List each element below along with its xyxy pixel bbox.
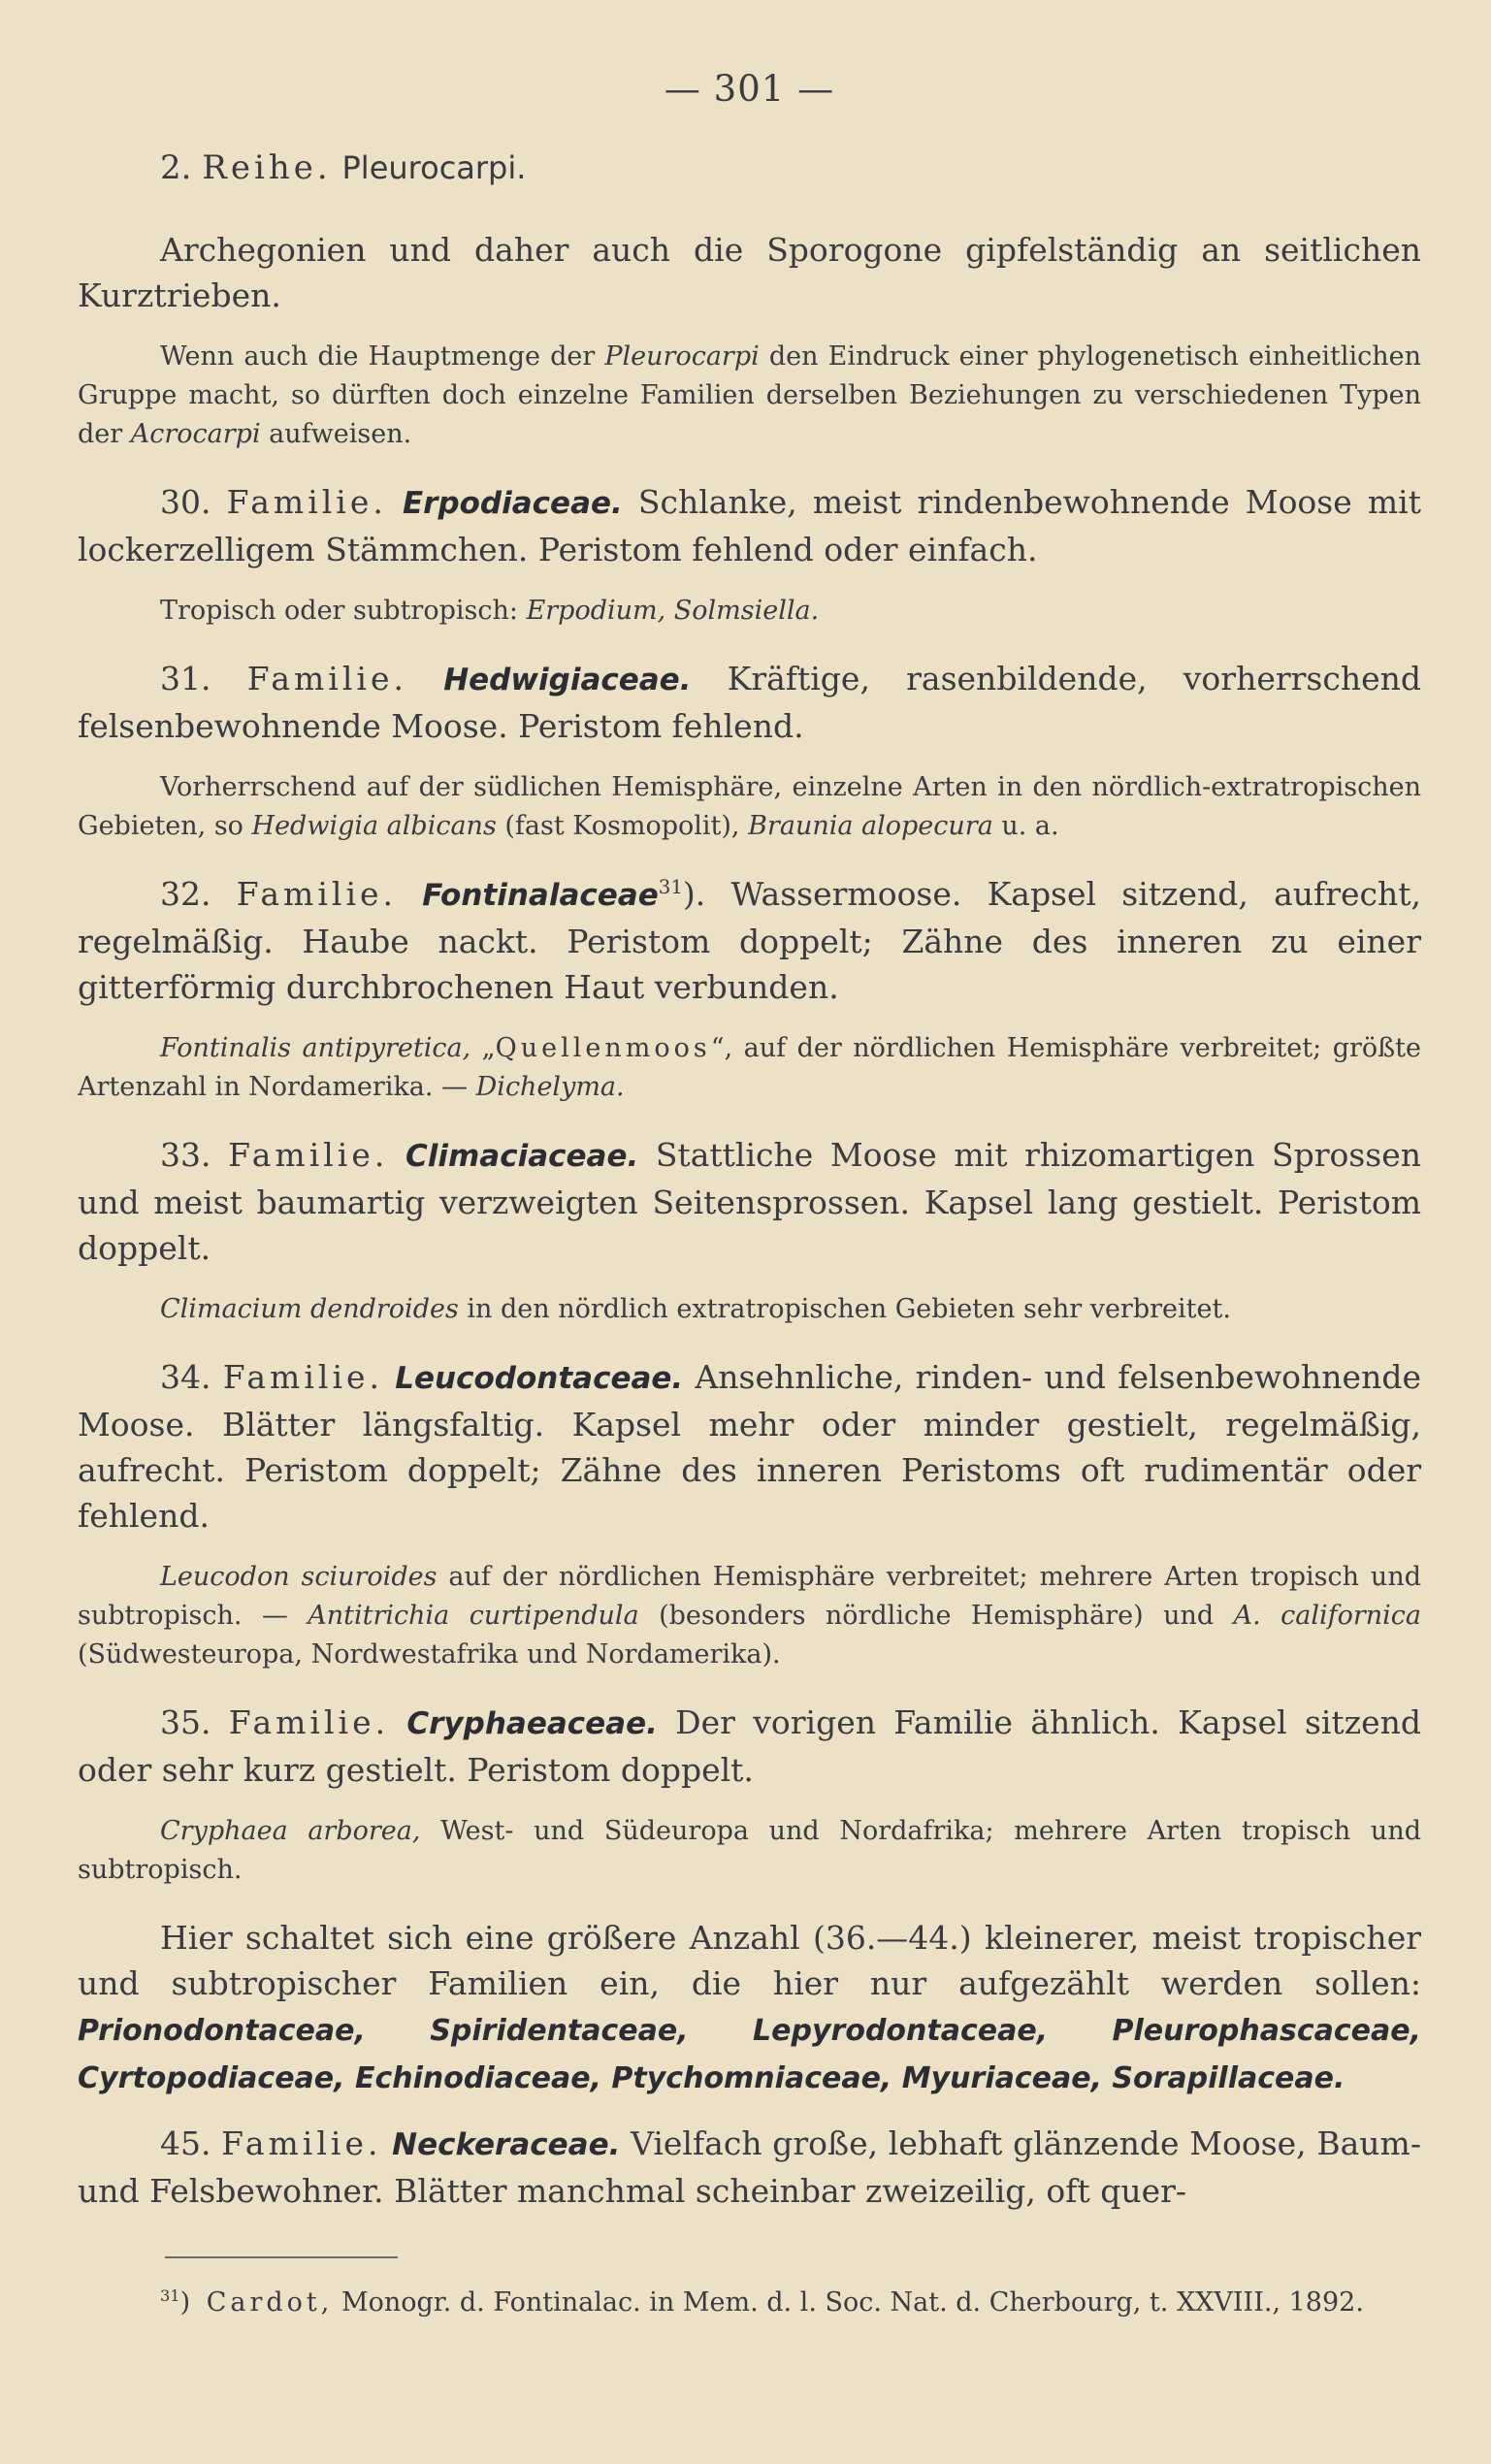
family-label: Familie. xyxy=(222,1357,384,1396)
note-text: u. a. xyxy=(992,810,1059,841)
family-description: Vielfach große, lebhaft glänzende Moose, Baum- und Felsbewohner. Blätter manchmal scheinbar zweizeilig, oft quer- xyxy=(78,2124,1421,2210)
family-name: Fontinalaceae xyxy=(422,877,659,913)
footnote-divider xyxy=(165,2256,398,2258)
footnote-text: Monogr. d. Fontinalac. in Mem. d. l. Soc. Nat. d. Cherbourg, t. XXVIII., 1892. xyxy=(333,2286,1364,2318)
family-35 xyxy=(78,1700,1421,1793)
note-taxon: Erpodium, Solmsiella. xyxy=(526,595,820,626)
family-30-note xyxy=(78,592,1421,631)
family-32-note xyxy=(78,1029,1421,1107)
note-text: (fast Kosmopolit), xyxy=(496,810,749,841)
note-text: Tropisch oder subtropisch: xyxy=(160,595,527,626)
family-description: Schlanke, meist rindenbewohnende Moose mit lockerzelligem Stämmchen. Peristom fehlend oder einfach. xyxy=(78,482,1421,568)
footnote-marker: 31 xyxy=(160,2286,180,2305)
family-name: Climaciaceae. xyxy=(405,1138,639,1174)
family-description: Kräftige, rasenbildende, vorherrschend felsenbewohnende Moose. Peristom fehlend. xyxy=(78,659,1421,745)
family-description: Wassermoose. Kapsel sitzend, aufrecht, regelmäßig. Haube nackt. Peristom doppelt; Zähne des inneren zu einer gitterförmig durchbrochenen Haut verbunden. xyxy=(78,874,1421,1006)
intro-note-taxon: Pleurocarpi xyxy=(604,340,760,372)
footnote-author: ) Cardot, xyxy=(179,2286,334,2318)
intro-note-text: aufweisen. xyxy=(260,418,412,449)
note-taxon: Antitrichia curtipendula xyxy=(308,1600,639,1631)
note-text: West- und Südeuropa und Nordafrika; mehrere Arten tropisch und subtropisch. xyxy=(78,1815,1421,1885)
family-number: 34. xyxy=(160,1357,211,1396)
families-36-44-paragraph xyxy=(78,1915,1421,2101)
family-label: Familie. xyxy=(221,2124,382,2162)
intro-note xyxy=(78,338,1421,454)
family-label: Familie. xyxy=(236,874,398,913)
heading-title: Pleurocarpi. xyxy=(341,149,527,186)
note-text: “, auf der nördlichen Hemisphäre verbreitet; größte Artenzahl in Nordamerika. — xyxy=(78,1032,1421,1102)
family-31 xyxy=(78,656,1421,749)
family-list: Prionodontaceae, Spiridentaceae, Lepyrodontaceae, Pleurophascaceae, Cyrtopodiaceae, Echinodiaceae, Ptychomniaceae, Myuriaceae, Sorapillaceae. xyxy=(78,2013,1421,2095)
note-taxon: Fontinalis antipyretica, xyxy=(160,1032,471,1063)
family-description: Der vorigen Familie ähnlich. Kapsel sitzend oder sehr kurz gestielt. Peristom doppelt. xyxy=(78,1702,1421,1789)
note-text: auf der nördlichen Hemisphäre verbreitet; mehrere Arten tropisch und subtropisch. — xyxy=(78,1561,1421,1631)
family-34 xyxy=(78,1354,1421,1539)
family-label: Familie. xyxy=(226,482,387,521)
family-number: 33. xyxy=(160,1135,211,1174)
note-taxon: Cryphaea arborea, xyxy=(160,1815,421,1846)
note-text: (besonders nördliche Hemisphäre) und xyxy=(638,1600,1234,1631)
note-taxon: Leucodon sciuroides xyxy=(160,1561,438,1592)
note-taxon: A. californica xyxy=(1233,1600,1421,1631)
intro-note-text: Wenn auch die Hauptmenge der xyxy=(160,340,605,372)
family-30 xyxy=(78,479,1421,572)
family-name: Cryphaeaceae. xyxy=(406,1705,658,1741)
intro-note-taxon: Acrocarpi xyxy=(130,418,261,449)
family-33-note xyxy=(78,1290,1421,1329)
intro-paragraph xyxy=(78,227,1421,318)
note-common-name: Quellenmoos xyxy=(495,1032,711,1063)
note-taxon: Climacium dendroides xyxy=(160,1293,459,1324)
family-number: 31. xyxy=(160,659,211,697)
family-33 xyxy=(78,1132,1421,1271)
footnote xyxy=(78,2284,1421,2322)
family-31-note xyxy=(78,768,1421,846)
footnote-reference[interactable]: 31 xyxy=(658,875,683,898)
heading-reihe: Reihe. xyxy=(202,148,332,187)
family-name: Erpodiaceae. xyxy=(402,485,623,521)
note-taxon: Braunia alopecura xyxy=(748,810,993,841)
family-name: Leucodontaceae. xyxy=(395,1360,684,1396)
family-45 xyxy=(78,2121,1421,2214)
note-text: Vorherrschend auf der südlichen Hemisphäre, einzelne Arten in den nördlich-extratropischen Gebieten, so xyxy=(78,771,1421,841)
family-number: 35. xyxy=(160,1702,211,1741)
note-text: „ xyxy=(470,1032,496,1063)
family-label: Familie. xyxy=(228,1135,389,1174)
note-text: in den nördlich extratropischen Gebieten sehr verbreitet. xyxy=(458,1293,1231,1324)
family-label: Familie. xyxy=(228,1702,390,1741)
family-number: 30. xyxy=(160,482,211,521)
note-taxon: Hedwigia albicans xyxy=(251,810,497,841)
family-punctuation: ). xyxy=(682,874,706,913)
page-number: — 301 — xyxy=(664,68,835,110)
section-heading xyxy=(160,148,1421,188)
family-description: Ansehnliche, rinden- und felsenbewohnende Moose. Blätter längsfaltig. Kapsel mehr oder minder gestielt, regelmäßig, aufrecht. Peristom doppelt; Zähne des inneren Peristoms oft rudimentär oder fehlend. xyxy=(78,1357,1421,1535)
note-taxon: Dichelyma. xyxy=(475,1071,625,1102)
note-text: (Südwesteuropa, Nordwestafrika und Nordamerika). xyxy=(78,1638,781,1670)
intro-text: Archegonien und daher auch die Sporogone gipfelständig an seitlichen Kurztrieben. xyxy=(78,230,1421,314)
family-name: Hedwigiaceae. xyxy=(443,662,692,697)
family-description: Stattliche Moose mit rhizomartigen Sprossen und meist baumartig verzweigten Seitensprossen. Kapsel lang gestielt. Peristom doppelt. xyxy=(78,1135,1422,1267)
family-32 xyxy=(78,871,1421,1010)
family-34-note xyxy=(78,1558,1421,1674)
insert-text: Hier schaltet sich eine größere Anzahl (36.—44.) kleinerer, meist tropischer und subtropischer Familien ein, die hier nur aufgezählt werden sollen: xyxy=(78,1918,1421,2002)
family-label: Familie. xyxy=(246,659,407,697)
heading-prefix: 2. xyxy=(160,148,192,187)
family-number: 45. xyxy=(160,2124,211,2162)
intro-note-text: den Eindruck einer phylogenetisch einheitlichen Gruppe macht, so dürften doch einzelne Familien derselben Beziehungen zu verschiedenen Typen der xyxy=(78,340,1421,449)
family-number: 32. xyxy=(160,874,211,913)
family-35-note xyxy=(78,1812,1421,1890)
family-name: Neckeraceae. xyxy=(392,2126,621,2162)
